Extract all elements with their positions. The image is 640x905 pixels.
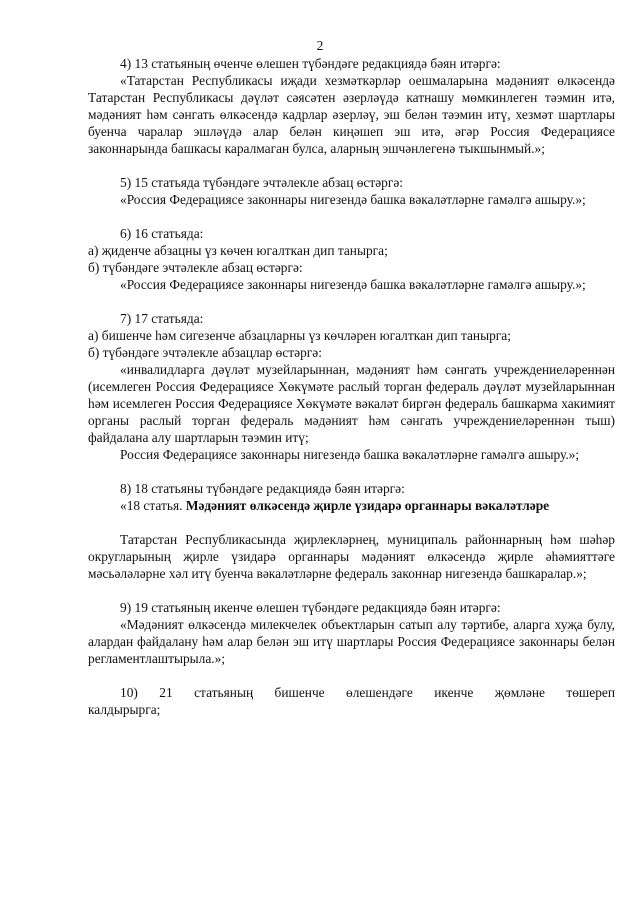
item-heading: 5) 15 статьяда түбәндәге эчтәлекле абзац өстәргә: bbox=[120, 175, 404, 190]
amendment-item-6 bbox=[88, 225, 615, 293]
article-title: Мәдәният өлкәсендә җирле үзидарә органнары вәкаләтләре bbox=[185, 498, 550, 513]
item-heading: 10) 21 статьяның бишенче өлешендәге икенче җөмләне төшереп bbox=[120, 685, 615, 700]
amendment-item-9 bbox=[88, 599, 615, 667]
amendment-item-8 bbox=[88, 480, 615, 582]
sub-item-b: б) түбәндәге эчтәлекле абзацлар өстәргә: bbox=[88, 345, 322, 360]
article-prefix: «18 статья. bbox=[120, 498, 183, 513]
page-number: 2 bbox=[316, 38, 324, 53]
item-heading: 7) 17 статьяда: bbox=[120, 311, 204, 326]
amendment-item-10 bbox=[88, 684, 615, 718]
quoted-paragraph: «Россия Федерациясе законнары нигезендә башка вәкаләтләрне гамәлгә ашыру.»; bbox=[120, 192, 586, 207]
sub-item-a: а) бишенче һәм сигезенче абзацларны үз көчләрен югалткан дип танырга; bbox=[88, 328, 511, 343]
quoted-paragraph: «инвалидларга дәүләт музейларыннан, мәдәният һәм сәнгать учреждениеләреннән (исемлеген Россия Федерациясе Хөкүмәте раслый торган федераль дәүләт музейларыннан һәм исемлеген Россия Федерациясе Хөкүмәте вәкаләт биргән федераль башкарма хакимият органы раслый торган федераль мәдәният һәм сәнгать учреждениеләреннән тыш) файдалана алу шартларын тәэмин итү; bbox=[88, 362, 615, 445]
amendment-item-7 bbox=[88, 310, 615, 463]
sub-item-b: б) түбәндәге эчтәлекле абзац өстәргә: bbox=[88, 260, 303, 275]
item-heading: 6) 16 статьяда: bbox=[120, 226, 204, 241]
sub-item-a: а) җиденче абзацны үз көчен югалткан дип танырга; bbox=[88, 243, 388, 258]
amendment-item-4 bbox=[88, 55, 615, 157]
item-heading: 4) 13 статьяның өченче өлешен түбәндәге редакциядә бәян итәргә: bbox=[120, 56, 501, 71]
item-heading: 8) 18 статьяны түбәндәге редакциядә бәян итәргә: bbox=[120, 481, 405, 496]
amendment-item-5 bbox=[88, 174, 615, 208]
item-heading: 9) 19 статьяның икенче өлешен түбәндәге редакциядә бәян итәргә: bbox=[120, 600, 501, 615]
article-paragraph: Татарстан Республикасында җирлекләрнең, муниципаль районнарның һәм шәһәр округларының җирле үзидарә органнары мәдәният өлкәсендә җирле әһәмияттәге мәсьәләләрне хәл итү буенча вәкаләтләрне федераль законнар нигезендә башкаралар.»; bbox=[88, 532, 615, 581]
quoted-paragraph: «Россия Федерациясе законнары нигезендә башка вәкаләтләрне гамәлгә ашыру.»; bbox=[120, 277, 586, 292]
quoted-paragraph: «Мәдәният өлкәсендә милекчелек объектларын сатып алу тәртибе, аларга хуҗа булу, алардан файдалану һәм алар белән эш итү шартлары Россия Федерациясе законнары белән регламентлаштырыла.»; bbox=[88, 617, 615, 666]
item-heading-continued: калдырырга; bbox=[88, 702, 161, 717]
quoted-paragraph: Россия Федерациясе законнары нигезендә башка вәкаләтләрне гамәлгә ашыру.»; bbox=[120, 447, 580, 462]
document-body bbox=[88, 55, 615, 718]
quoted-paragraph: «Татарстан Республикасы иҗади хезмәткәрләр оешмаларына мәдәният өлкәсендә Татарстан Республикасы дәүләт сәясәтен әзерләүдә катнашу мөмкинлеген тәэмин итә, мәдәният һәм сәнгать өлкәсендә кадрлар әзерләү, эш белән тәэмин итү, хезмәт шартлары буенча чаралар эшләүдә алар белән киңәшеп эш итә, әгәр Россия Федерациясе законнарында башкасы каралмаган булса, аларның эшчәнлегенә тыкшынмый.»; bbox=[88, 73, 615, 156]
article-heading bbox=[88, 497, 615, 514]
